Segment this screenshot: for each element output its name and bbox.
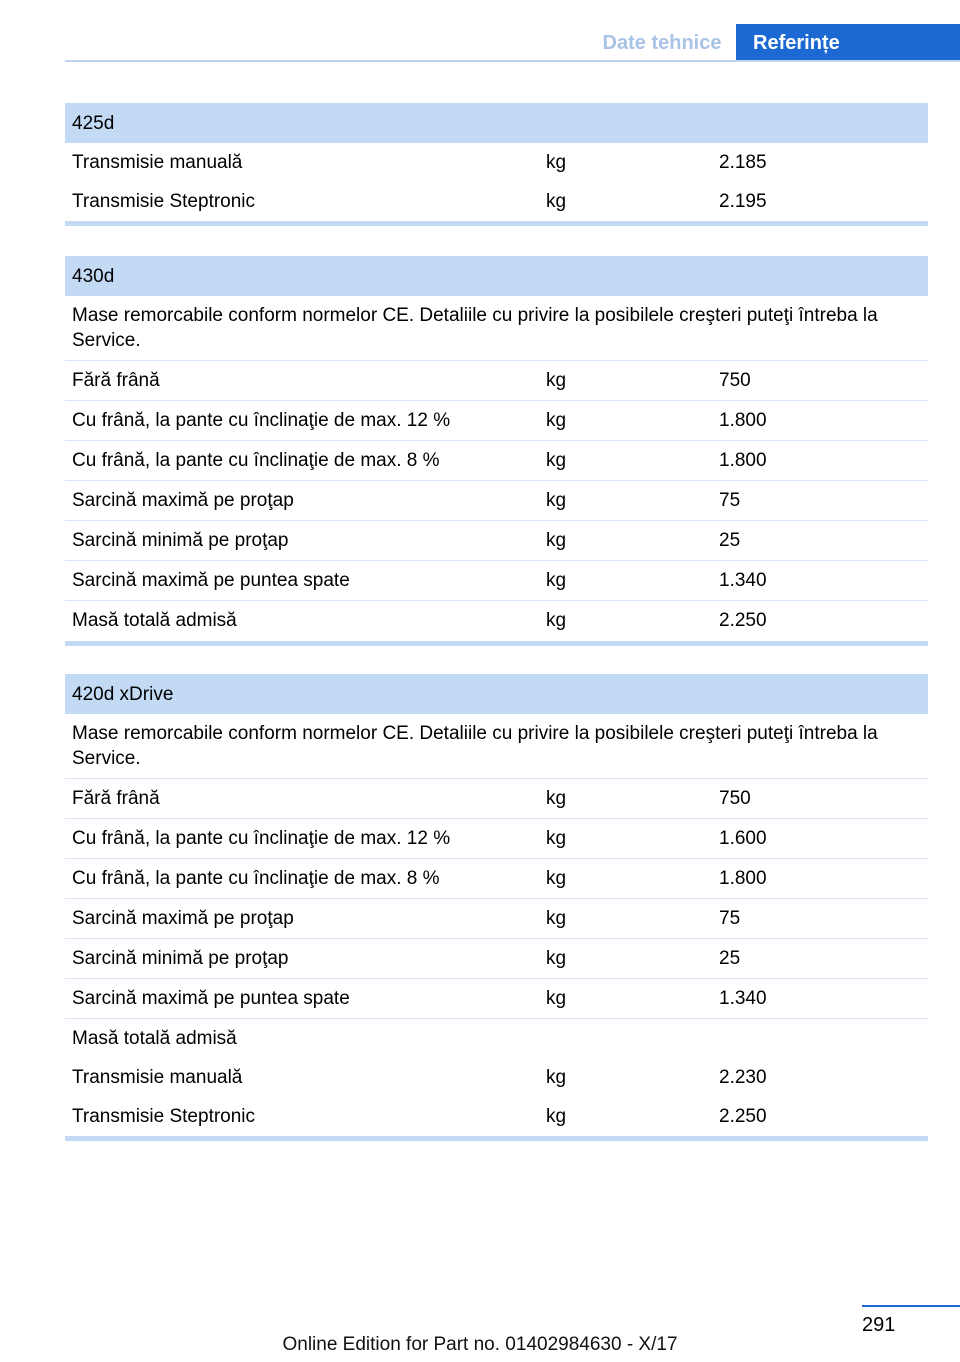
row-label: Sarcină maximă pe proţap (72, 490, 294, 511)
row-label: Transmisie manuală (72, 1067, 243, 1088)
row-value: 750 (719, 370, 751, 391)
table-row (65, 859, 928, 899)
row-unit: kg (546, 152, 567, 173)
header-divider (65, 60, 960, 62)
row-label: Transmisie Steptronic (72, 191, 256, 212)
row-value: 1.600 (719, 828, 767, 849)
table-row (65, 979, 928, 1019)
row-unit: kg (546, 988, 567, 1009)
row-value: 1.800 (719, 410, 767, 431)
table-row (65, 779, 928, 819)
table-title: 425d (65, 103, 928, 143)
row-label: Sarcină maximă pe puntea spate (72, 988, 350, 1009)
table-row (65, 481, 928, 521)
row-unit: kg (546, 191, 567, 212)
table-row (65, 601, 928, 641)
table-row (65, 1019, 928, 1058)
row-unit: kg (546, 490, 567, 511)
row-value: 2.195 (719, 191, 767, 212)
table-420d-xdrive (65, 674, 928, 1141)
row-label: Cu frână, la pante cu înclinaţie de max. 8 % (72, 868, 440, 889)
row-label: Sarcină maximă pe proţap (72, 908, 294, 929)
row-unit: kg (546, 948, 567, 969)
row-value: 1.340 (719, 570, 767, 591)
table-row (65, 182, 928, 221)
table-row (65, 1058, 928, 1097)
row-label: Masă totală admisă (72, 1028, 237, 1049)
row-label: Masă totală admisă (72, 610, 237, 631)
table-row (65, 441, 928, 481)
row-unit: kg (546, 1106, 567, 1127)
row-value: 2.230 (719, 1067, 767, 1088)
row-unit: kg (546, 410, 567, 431)
table-row (65, 401, 928, 441)
footer-page-rule (862, 1305, 960, 1307)
table-note: Mase remorcabile conform normelor CE. Detaliile cu privire la posibilele creşteri puteţi întreba la Service. (65, 296, 928, 361)
row-label: Sarcină maximă pe puntea spate (72, 570, 350, 591)
edition-footer: Online Edition for Part no. 01402984630 - X/17 (282, 1334, 678, 1355)
row-label: Sarcină minimă pe proţap (72, 530, 289, 551)
row-value: 750 (719, 788, 751, 809)
table-row (65, 361, 928, 401)
row-unit: kg (546, 908, 567, 929)
row-label: Sarcină minimă pe proţap (72, 948, 289, 969)
row-value: 1.800 (719, 450, 767, 471)
row-unit: kg (546, 530, 567, 551)
table-note: Mase remorcabile conform normelor CE. Detaliile cu privire la posibilele creşteri puteţi întreba la Service. (65, 714, 928, 779)
table-row (65, 521, 928, 561)
row-value: 1.340 (719, 988, 767, 1009)
row-label: Cu frână, la pante cu înclinaţie de max. 12 % (72, 828, 451, 849)
row-value: 75 (719, 490, 741, 511)
page-number: 291 (862, 1314, 896, 1336)
row-unit: kg (546, 828, 567, 849)
table-row (65, 561, 928, 601)
row-value: 75 (719, 908, 741, 929)
section-tab-date-tehnice[interactable]: Date tehnice (602, 32, 722, 54)
row-value: 2.250 (719, 610, 767, 631)
table-row (65, 1097, 928, 1136)
row-value: 1.800 (719, 868, 767, 889)
table-430d (65, 256, 928, 646)
row-unit: kg (546, 570, 567, 591)
table-425d (65, 103, 928, 226)
row-value: 25 (719, 530, 741, 551)
row-value: 2.185 (719, 152, 767, 173)
row-unit: kg (546, 1067, 567, 1088)
row-label: Transmisie manuală (72, 152, 243, 173)
section-tab-referinte[interactable]: Referințe (736, 24, 960, 61)
row-unit: kg (546, 450, 567, 471)
row-value: 2.250 (719, 1106, 767, 1127)
row-value: 25 (719, 948, 741, 969)
table-title: 430d (65, 256, 928, 296)
row-label: Fără frână (72, 788, 160, 809)
row-unit: kg (546, 610, 567, 631)
row-unit: kg (546, 370, 567, 391)
table-title: 420d xDrive (65, 674, 928, 714)
row-label: Cu frână, la pante cu înclinaţie de max. 12 % (72, 410, 451, 431)
table-row (65, 939, 928, 979)
table-row (65, 899, 928, 939)
table-row (65, 819, 928, 859)
row-unit: kg (546, 788, 567, 809)
table-bottom-rule (65, 641, 928, 646)
row-label: Transmisie Steptronic (72, 1106, 256, 1127)
row-label: Fără frână (72, 370, 160, 391)
table-row (65, 143, 928, 182)
row-label: Cu frână, la pante cu înclinaţie de max. 8 % (72, 450, 440, 471)
row-unit: kg (546, 868, 567, 889)
